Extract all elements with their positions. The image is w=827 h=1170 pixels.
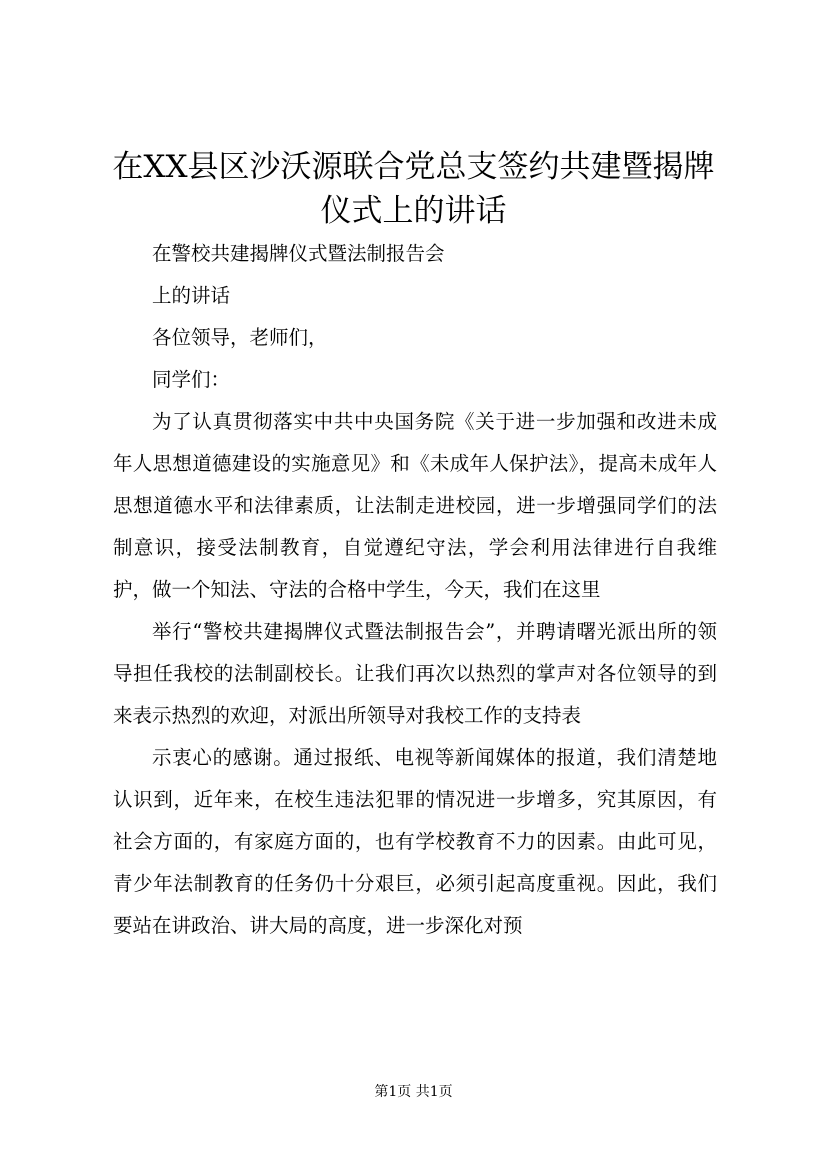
paragraph-body-3: 示衷心的感谢。通过报纸、电视等新闻媒体的报道，我们清楚地认识到，近年来，在校生违法犯罪的情况进一步增多，究其原因，有社会方面的，有家庭方面的，也有学校教育不力的因素。由此可见，青少年法制教育的任务仍十分艰巨，必须引起高度重视。因此，我们要站在讲政治、讲大局的高度，进一步深化对预 — [113, 746, 717, 937]
document-title-line-2: 仪式上的讲话 — [320, 193, 507, 229]
document-title-line-1: 在XX县区沙沃源联合党总支签约共建暨揭牌 — [112, 149, 715, 185]
paragraph-subtitle-1: 在警校共建揭牌仪式暨法制报告会 — [152, 242, 445, 265]
paragraph-salutation-1: 各位领导，老师们， — [152, 326, 328, 349]
paragraph-body-1: 为了认真贯彻落实中共中央国务院《关于进一步加强和改进未成年人思想道德建设的实施意见》和《未成年人保护法》，提高未成年人思想道德水平和法律素质，让法制走进校园，进一步增强同学们的法制意识，接受法制教育，自觉遵纪守法，学会利用法律进行自我维护，做一个知法、守法的合格中学生，今天，我们在这里 — [113, 410, 717, 601]
paragraph-salutation-2: 同学们： — [152, 368, 231, 391]
paragraph-subtitle-2: 上的讲话 — [152, 284, 231, 307]
document-body — [113, 233, 717, 947]
page-footer: 第1页 共1页 — [374, 1084, 453, 1100]
paragraph-body-2: 举行“警校共建揭牌仪式暨法制报告会”，并聘请曙光派出所的领导担任我校的法制副校长。让我们再次以热烈的掌声对各位领导的到来表示热烈的欢迎，对派出所领导对我校工作的支持表 — [113, 620, 717, 727]
